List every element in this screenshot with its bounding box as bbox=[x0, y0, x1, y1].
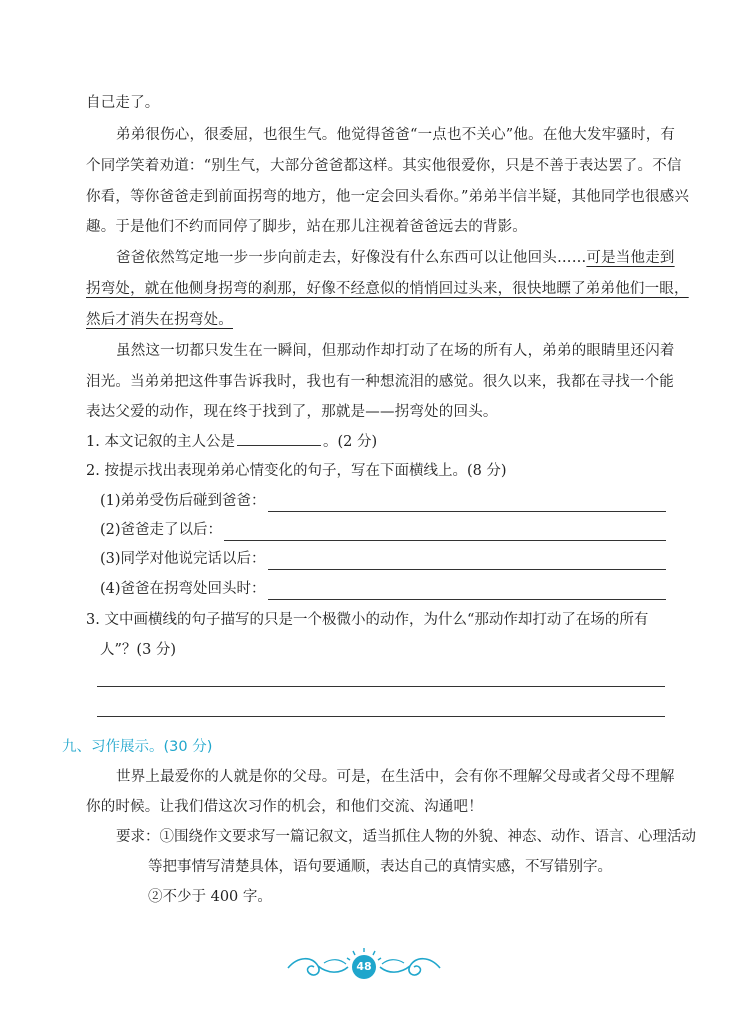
question-2-prompt: (3)同学对他说完话以后： bbox=[100, 551, 266, 567]
question-2: 2. 按提示找出表现弟弟心情变化的句子，写在下面横线上。(8 分) bbox=[86, 463, 507, 479]
answer-line[interactable] bbox=[268, 553, 666, 570]
question-2-prompt: (1)弟弟受伤后碰到爸爸： bbox=[100, 493, 266, 509]
passage-line: 泪光。当弟弟把这件事告诉我时，我也有一种想流泪的感觉。很久以来，我都在寻找一个能 bbox=[86, 374, 674, 390]
prompt-line: 世界上最爱你的人就是你的父母。可是，在生活中，会有你不理解父母或者父母不理解 bbox=[116, 769, 675, 785]
answer-blank[interactable] bbox=[237, 430, 321, 446]
passage-line bbox=[86, 309, 670, 331]
underlined-sentence: 拐弯处，就在他侧身拐弯的刹那，好像不经意似的悄悄回过头来，很快地瞟了弟弟他们一眼， bbox=[86, 281, 689, 297]
requirement-line: ②不少于 400 字。 bbox=[148, 889, 272, 905]
underlined-sentence: 可是当他走到 bbox=[586, 250, 675, 266]
passage-line bbox=[116, 247, 675, 269]
section-title: 九、习作展示。(30 分) bbox=[62, 739, 213, 755]
passage-line: 自己走了。 bbox=[86, 95, 160, 111]
passage-line: 弟弟很伤心，很委屈，也很生气。他觉得爸爸“一点也不关心”他。在他大发牢骚时，有 bbox=[116, 127, 676, 143]
page-number-badge: 48 bbox=[352, 955, 376, 979]
question-2-item bbox=[100, 548, 666, 570]
answer-line[interactable] bbox=[97, 686, 665, 687]
question-2-item bbox=[100, 519, 666, 541]
passage-line: 你看，等你爸爸走到前面拐弯的地方，他一定会回头看你。”弟弟半信半疑，其他同学也很感兴 bbox=[86, 189, 690, 205]
requirement-line: 等把事情写清楚具体，语句要通顺，表达自己的真情实感，不写错别字。 bbox=[148, 859, 612, 875]
question-3: 3. 文中画横线的句子描写的只是一个极微小的动作，为什么“那动作却打动了在场的所有 bbox=[86, 612, 649, 628]
passage-line: 虽然这一切都只发生在一瞬间，但那动作却打动了在场的所有人，弟弟的眼睛里还闪着 bbox=[116, 343, 675, 359]
answer-line[interactable] bbox=[97, 716, 665, 717]
passage-line bbox=[86, 278, 689, 300]
question-1 bbox=[86, 430, 377, 453]
question-2-prompt: (4)爸爸在拐弯处回头时： bbox=[100, 581, 266, 597]
passage-line: 个同学笑着劝道：“别生气，大部分爸爸都这样。其实他很爱你，只是不善于表达罢了。不信 bbox=[86, 158, 682, 174]
question-3-cont: 人”？(3 分) bbox=[100, 642, 177, 658]
answer-line[interactable] bbox=[268, 583, 666, 600]
question-2-item bbox=[100, 490, 666, 512]
answer-line[interactable] bbox=[224, 524, 666, 541]
requirement-line: 要求：①围绕作文要求写一篇记叙文，适当抓住人物的外貌、神态、动作、语言、心理活动 bbox=[116, 829, 696, 845]
passage-text: 爸爸依然笃定地一步一步向前走去，好像没有什么东西可以让他回头…… bbox=[116, 250, 587, 266]
underlined-sentence: 然后才消失在拐弯处。 bbox=[86, 312, 233, 328]
passage-line: 趣。于是他们不约而同停了脚步，站在那儿注视着爸爸远去的背影。 bbox=[86, 219, 527, 235]
question-2-item bbox=[100, 578, 666, 600]
answer-line[interactable] bbox=[268, 495, 666, 512]
question-1-score: 。(2 分) bbox=[322, 434, 378, 450]
question-2-prompt: (2)爸爸走了以后： bbox=[100, 522, 223, 538]
passage-line: 表达父爱的动作，现在终于找到了，那就是——拐弯处的回头。 bbox=[86, 404, 498, 420]
prompt-line: 你的时候。让我们借这次习作的机会，和他们交流、沟通吧！ bbox=[86, 799, 483, 815]
question-1-text: 1. 本文记叙的主人公是 bbox=[86, 434, 235, 450]
